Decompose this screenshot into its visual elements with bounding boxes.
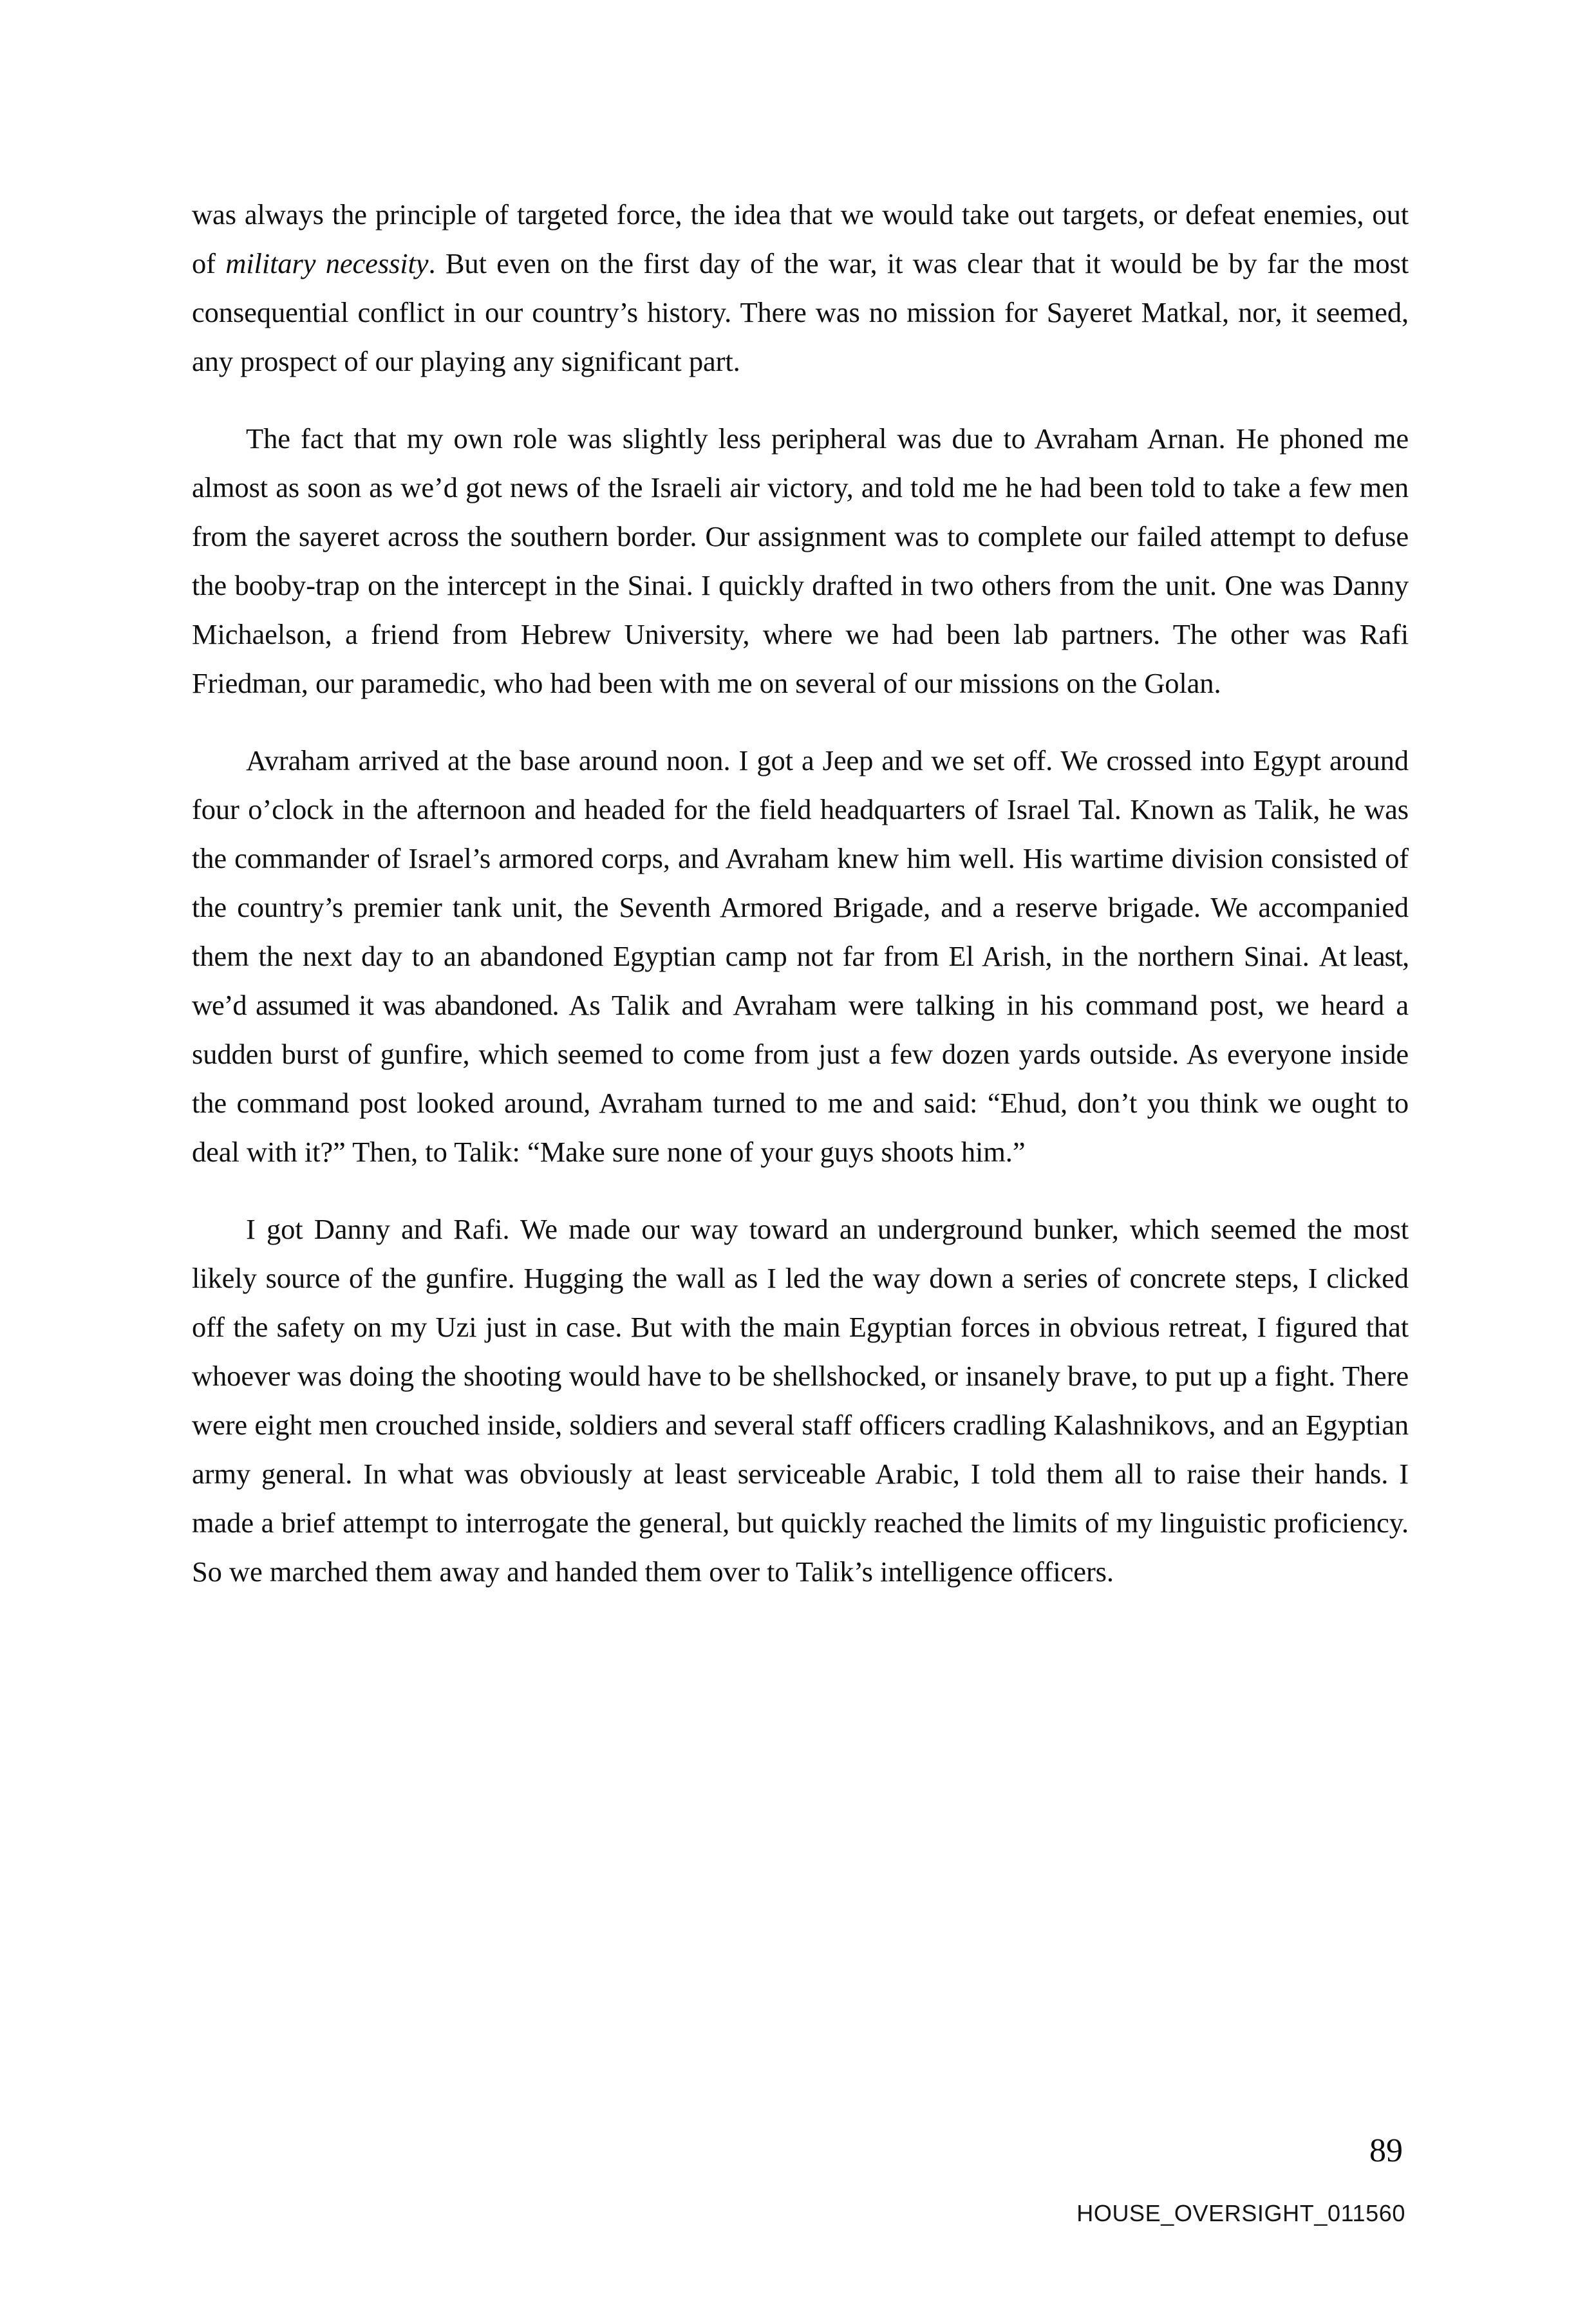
text-run: was always the principle of targeted force, the idea that we would take out targets, or defeat enemies, out of: [192, 198, 1409, 279]
paragraph: [192, 190, 1409, 386]
paragraph: [192, 736, 1409, 1176]
text-run: . But even on the first day of the war, it was clear that it would be by far the most consequential conflict in our country’s history. There was no mission for Sayeret Matkal, nor, it seemed, any prospect of our playing any significant part.: [192, 247, 1409, 377]
page-body-text: [192, 190, 1409, 1596]
emphasized-text: military necessity: [225, 247, 429, 279]
page-number: 89: [1369, 2132, 1403, 2169]
condensed-text: At least, we’d assumed it was abandoned.: [192, 940, 1409, 1021]
paragraph: [192, 414, 1409, 708]
text-run: I got Danny and Rafi. We made our way toward an underground bunker, which seemed the most likely source of the gunfire. Hugging the wall as I led the way down a series of concrete steps, I clicked off the safety on my Uzi just in case. But with the main Egyptian forces in obvious retreat, I figured that whoever was doing the shooting would have to be shellshocked, or insanely brave, to put up a fight. There were eight men crouched inside, soldiers and several staff officers cradling Kalashnikovs, and an Egyptian army general. In what was obviously at least serviceable Arabic, I told them all to raise their hands. I made a brief attempt to interrogate the general, but quickly reached the limits of my linguistic proficiency. So we marched them away and handed them over to Talik’s intelligence officers.: [192, 1213, 1409, 1588]
bates-stamp: HOUSE_OVERSIGHT_011560: [1076, 2200, 1405, 2226]
paragraph: [192, 1205, 1409, 1596]
text-run: Avraham arrived at the base around noon. I got a Jeep and we set off. We crossed into Egypt around four o’clock in the afternoon and headed for the field headquarters of Israel Tal. Known as Talik, he was the commander of Israel’s armored corps, and Avraham knew him well. His wartime division consisted of the country’s premier tank unit, the Seventh Armored Brigade, and a reserve brigade. We accompanied them the next day to an abandoned Egyptian camp not far from El Arish, in the northern Sinai.: [192, 744, 1409, 972]
text-run: As Talik and Avraham were talking in his command post, we heard a sudden burst of gunfire, which seemed to come from just a few dozen yards outside. As everyone inside the command post looked around, Avraham turned to me and said: “Ehud, don’t you think we ought to deal with it?” Then, to Talik: “Make sure none of your guys shoots him.”: [192, 989, 1409, 1168]
text-run: The fact that my own role was slightly less peripheral was due to Avraham Arnan. He phoned me almost as soon as we’d got news of the Israeli air victory, and told me he had been told to take a few men from the sayeret across the southern border. Our assignment was to complete our failed attempt to defuse the booby-trap on the intercept in the Sinai. I quickly drafted in two others from the unit. One was Danny Michaelson, a friend from Hebrew University, where we had been lab partners. The other was Rafi Friedman, our paramedic, who had been with me on several of our missions on the Golan.: [192, 422, 1409, 699]
